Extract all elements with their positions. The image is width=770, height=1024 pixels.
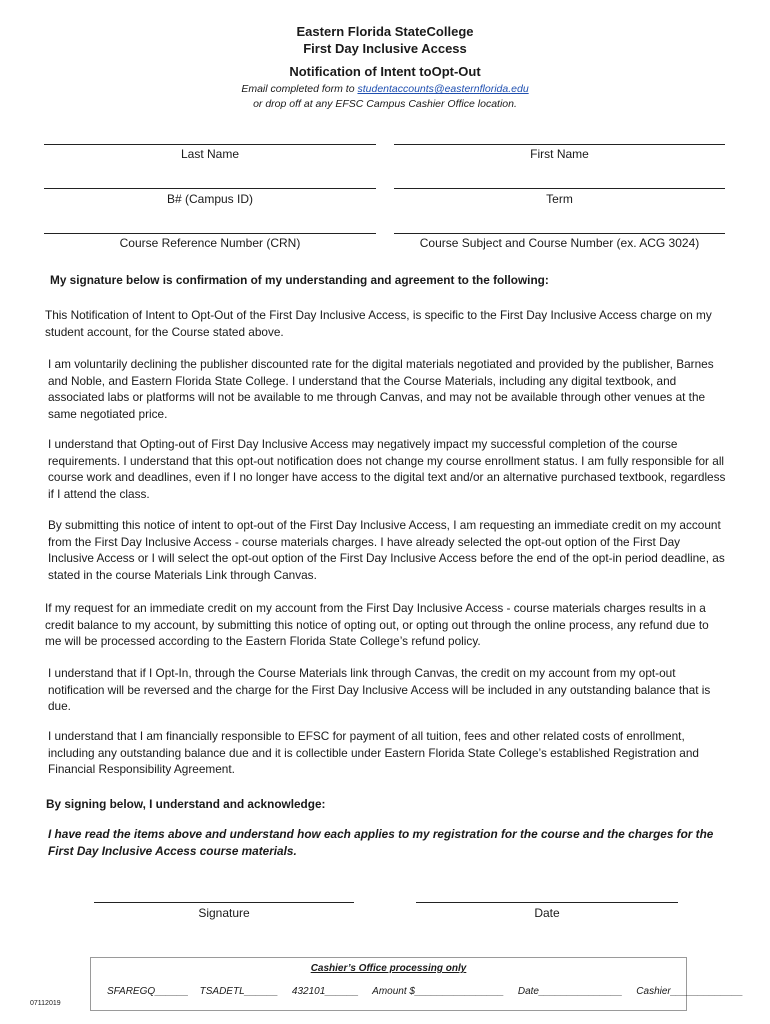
cashier-processing-box: [90, 957, 744, 1011]
acknowledge-heading: By signing below, I understand and acknowledge:: [46, 797, 326, 811]
email-link[interactable]: studentaccounts@easternflorida.edu: [357, 83, 529, 95]
confirmation-heading: My signature below is confirmation of my understanding and agreement to the following:: [50, 273, 549, 287]
paragraph-financial-responsibility: I understand that I am financially responsible to EFSC for payment of all tuition, fees and other related costs of enrollment, including any outstanding balance due and it is collectible under Eastern Florida State College’s established Registration and Financial Responsibility Agreement.: [48, 729, 699, 777]
college-name: Eastern Florida StateCollege: [296, 24, 474, 39]
paragraph-refund: If my request for an immediate credit on my account from the First Day Inclusive Access - course materials charges results in a credit balance to my account, by submitting this notice of opting out, or opting out through the online process, any refund due to me will be processed according to the Eastern Florida State College’s refund policy.: [45, 601, 709, 649]
paragraph-impact: I understand that Opting-out of First Day Inclusive Access may negatively impact my successful completion of the course requirements. I understand that this opt-out notification does not change my course enrollment status. I am fully responsible for all course work and deadlines, even if I no longer have access to the digital text and/or an alternative purchased textbook, regardless if I attend the class.: [48, 437, 726, 502]
paragraph-credit-request: By submitting this notice of intent to opt-out of the First Day Inclusive Access, I am requesting an immediate credit on my account from the First Day Inclusive Access - course materials charges. I have already selected the opt-out option of the First Day Inclusive Access or I will select the opt-out option of the First Day Inclusive Access before the end of the opt-in period deadline, as stated in the course Materials Link through Canvas.: [48, 518, 725, 583]
paragraph-declining-rate: I am voluntarily declining the publisher discounted rate for the digital materials negotiated and provided by the publisher, Barnes and Noble, and Eastern Florida State College. I understand that the Course Materials, including any digital textbook, and associated labs or platforms will not be available to me through Canvas, and may not be available through other venues at the same negotiated price.: [48, 357, 714, 422]
form-title: Notification of Intent toOpt-Out: [289, 64, 481, 79]
term-field[interactable]: [394, 188, 725, 189]
course-subject-label: Course Subject and Course Number (ex. ACG 3024): [419, 236, 700, 250]
cashier-fields-row: SFAREGQ______ TSADETL______ 432101______ Amount $________________ Date_______________ Cashier_____________: [107, 986, 744, 997]
b-number-field[interactable]: [44, 188, 376, 189]
last-name-label: Last Name: [180, 147, 240, 161]
date-field[interactable]: [416, 902, 678, 903]
dropoff-instructions: or drop off at any EFSC Campus Cashier Office location.: [253, 98, 517, 110]
cashier-box-title: Cashier’s Office processing only: [310, 963, 467, 974]
paragraph-opt-in: I understand that if I Opt-In, through the Course Materials link through Canvas, the credit on my account from my opt-out notification will be reversed and the charge for the First Day Inclusive Access will be included in any outstanding balance that is due.: [48, 666, 711, 714]
revision-code: 07112019: [30, 1000, 61, 1007]
term-label: Term: [546, 192, 573, 206]
first-name-label: First Name: [530, 147, 589, 161]
first-name-field[interactable]: [394, 144, 725, 145]
program-name: First Day Inclusive Access: [303, 41, 467, 56]
course-subject-field[interactable]: [394, 233, 725, 234]
signature-field[interactable]: [94, 902, 354, 903]
crn-field[interactable]: [44, 233, 376, 234]
paragraph-scope: This Notification of Intent to Opt-Out of the First Day Inclusive Access, is specific to the First Day Inclusive Access charge on my student account, for the Course stated above.: [45, 308, 712, 339]
instructions-prefix: Email completed form to: [241, 83, 358, 95]
crn-label: Course Reference Number (CRN): [119, 236, 301, 250]
last-name-field[interactable]: [44, 144, 376, 145]
b-number-label: B# (Campus ID): [166, 192, 254, 206]
acknowledgement-statement: I have read the items above and understand how each applies to my registration for the course and the charges for the First Day Inclusive Access course materials.: [48, 827, 714, 858]
signature-label: Signature: [198, 906, 250, 920]
date-label: Date: [534, 906, 560, 920]
submission-instructions: [0, 82, 770, 96]
